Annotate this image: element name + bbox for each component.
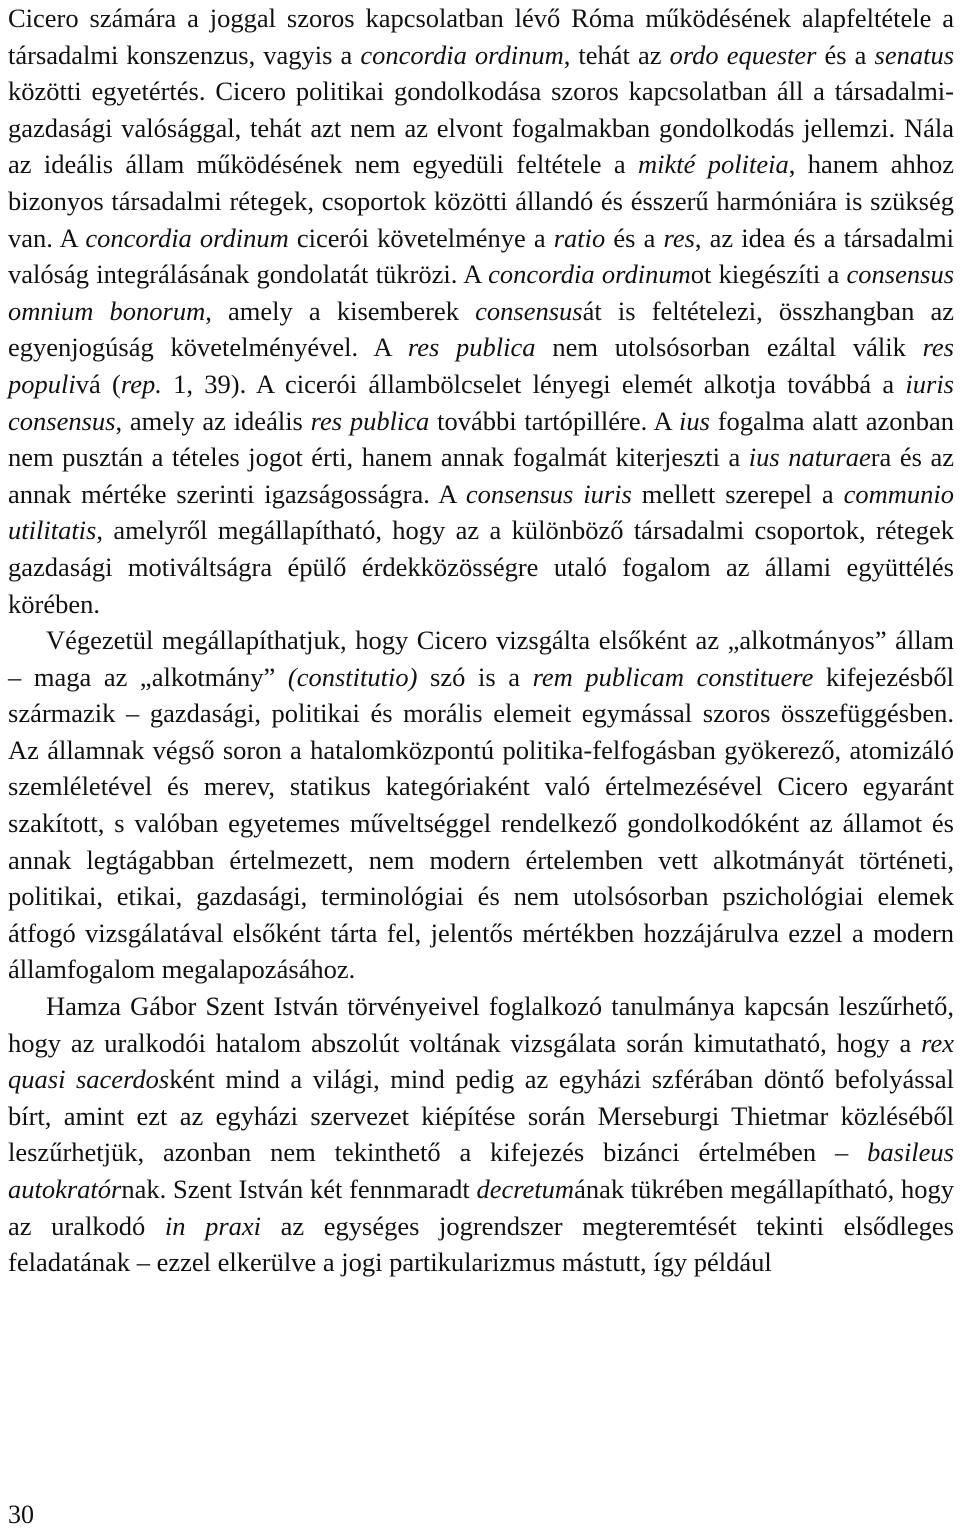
text-run: ot kiegészíti a <box>690 259 847 290</box>
text-run: ként mind a világi, mind pedig az egyházi szférában döntő befolyással bírt, amint ezt az egyházi szervezet kiépítése során Merseburgi Thietmar közléséből leszűrhetjük, azonban nem tekinthető a kifejezés bizánci értelmében – <box>8 1064 954 1168</box>
text-run: , amelyről megállapítható, hogy az a különböző társadalmi csoportok, rétegek gazdasági motiváltságra épülő érdekközösségre utaló fogalom az állami együttélés körében. <box>8 515 954 619</box>
body-paragraph <box>8 622 954 988</box>
text-run: kifejezésből származik – gazdasági, politikai és morális elemeit egymással szoros összefüggésben. Az államnak végső soron a hatalomközpontú politika-felfogásban gyökerező, atomizáló szemléletével és merev, statikus kategóriaként való értelmezésével Cicero egyaránt szakított, s valóban egyetemes műveltséggel rendelkező gondolkodóként az államot és annak legtágabban értelmezett, nem modern értelemben vett alkotmányát történeti, politikai, etikai, gazdasági, terminológiai és nem utolsósorban pszichológiai elemek átfogó vizsgálatával elsőként tárta fel, jelentős mértékben hozzájárulva ezzel a modern államfogalom megalapozásához. <box>8 661 955 985</box>
text-run: Hamza Gábor Szent István törvényeivel foglalkozó tanulmánya kapcsán leszűrhető, hogy az uralkodói hatalom abszolút voltának vizsgálata során kimutatható, hogy a <box>8 991 954 1058</box>
body-paragraph <box>8 988 954 1281</box>
italic-term: concordia ordinum <box>360 39 564 70</box>
italic-term: consensus iuris <box>465 478 632 509</box>
text-run: , hanem ahhoz bizonyos társadalmi rétegek, csoportok közötti állandó és ésszerű harmóniára is szükség van. A <box>8 149 954 253</box>
italic-term: in praxi <box>164 1210 262 1241</box>
italic-term: res publica <box>310 405 430 436</box>
text-run: szó is a <box>417 661 533 692</box>
italic-term: ordo equester <box>669 39 817 70</box>
italic-term: mikté politeia <box>638 149 789 180</box>
italic-term: ius naturae <box>748 442 871 473</box>
italic-term: concordia ordinum <box>85 222 289 253</box>
text-run: vá ( <box>75 368 121 399</box>
text-run: , amely a kisemberek <box>205 295 476 326</box>
text-run: , amely az ideális <box>115 405 311 436</box>
text-run: ának tükrében megállapítható, hogy az uralkodó <box>8 1174 954 1241</box>
text-run: fogalma alatt azonban nem pusztán a tételes jogot érti, hanem annak fogalmát kiterjeszti a <box>8 405 954 473</box>
italic-term: iuris consensus <box>8 368 954 436</box>
body-paragraph <box>8 0 954 622</box>
italic-term: consensus omnium bonorum <box>8 259 955 326</box>
italic-term: communio utilitatis <box>8 478 954 546</box>
page-number: 30 <box>8 1500 34 1529</box>
text-run: és a <box>816 39 875 70</box>
italic-term: ius <box>679 405 710 436</box>
italic-term: res <box>663 222 695 253</box>
italic-term: decretum <box>476 1174 575 1204</box>
italic-term: consensus <box>475 295 583 326</box>
text-run: , tehát az <box>563 39 670 70</box>
italic-term: res publica <box>407 332 536 363</box>
text-run: 1, 39). A cicerói állambölcselet lényegi elemét alkotja továbbá a <box>161 368 906 399</box>
italic-term: concordia ordinum <box>488 259 691 290</box>
text-run: nem utolsósorban ezáltal válik <box>535 332 923 363</box>
text-run: Cicero számára a joggal szoros kapcsolatban lévő Róma működésének alapfeltétele a társadalmi konszenzus, vagyis a <box>8 3 954 70</box>
text-run: nak. Szent István két fennmaradt <box>121 1174 477 1204</box>
document-page <box>8 0 954 1281</box>
text-run: Végezetül megállapíthatjuk, hogy Cicero vizsgálta elsőként az „alkotmányos” állam – maga az „alkotmány” <box>8 625 954 692</box>
text-run: cicerói követelménye a <box>288 222 554 253</box>
text-run: át is feltételezi, összhangban az egyenjogúság követelményével. A <box>8 295 954 363</box>
text-run: közötti egyetértés. Cicero politikai gondolkodása szoros kapcsolatban áll a társadalmi-gazdasági valósággal, tehát azt nem az elvont fogalmakban gondolkodás jellemzi. Nála az ideális állam működésének nem egyedüli feltétele a <box>8 76 954 180</box>
italic-term: senatus <box>874 39 955 70</box>
italic-term: rem publicam constituere <box>532 661 814 692</box>
italic-term: basileus autokratór <box>8 1137 954 1204</box>
italic-term: rep. <box>120 368 162 399</box>
italic-term: rex quasi sacerdos <box>8 1027 954 1095</box>
text-run: ra és az annak mértéke szerinti igazságosságra. A <box>8 442 954 509</box>
text-run: , az idea és a társadalmi valóság integrálásának gondolatát tükrözi. A <box>8 222 954 290</box>
italic-term: res populi <box>8 332 954 399</box>
text-run: további tartópillére. A <box>429 405 679 436</box>
text-run: mellett szerepel a <box>631 478 844 509</box>
italic-term: (constitutio) <box>287 661 418 692</box>
text-run: és a <box>605 222 664 253</box>
text-run: az egységes jogrendszer megteremtését tekinti elsődleges feladatának – ezzel elkerülve a jogi partikularizmus mástutt, így például <box>8 1210 954 1278</box>
italic-term: ratio <box>553 222 606 253</box>
